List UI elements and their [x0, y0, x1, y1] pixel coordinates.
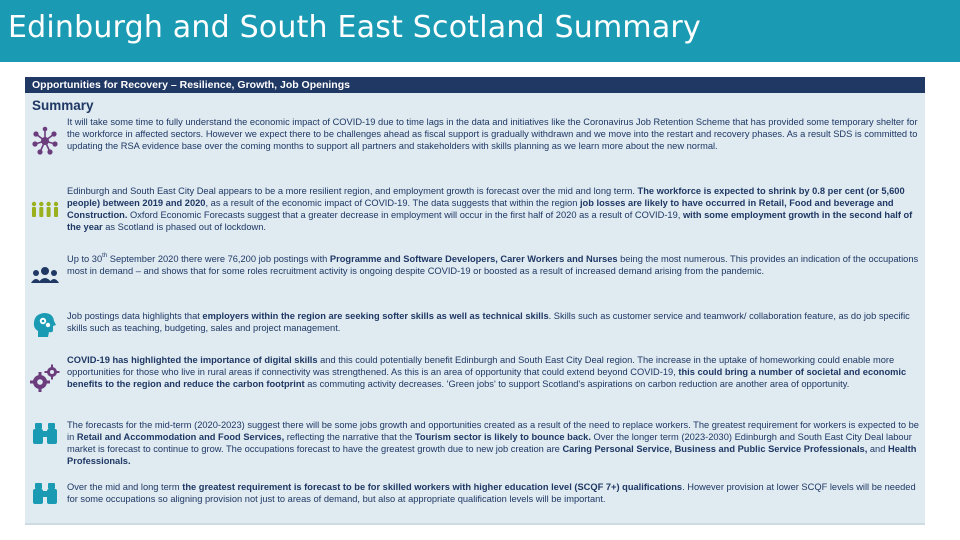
emphasis-text: the greatest requirement is forecast to be for skilled workers with higher education level (SCQF 7+) qualifications: [182, 482, 683, 492]
emphasis-text: Health Professionals.: [67, 444, 917, 467]
slide-title: Edinburgh and South East Scotland Summary: [8, 10, 701, 45]
body-text: Up to 30: [67, 254, 103, 264]
section-text: [67, 354, 919, 390]
gears-icon: [30, 363, 60, 393]
body-text: It will take some time to fully understand the economic impact of COVID-19 due to time lags in the data and initiatives like the Coronavirus Job Retention Scheme that has provided some temporary shelter for the workforce in affected sectors. However we expect there to be challenges ahead as fiscal support is gradually withdrawn and we move into the restart and recovery phases. As a result SDS is committed to updating the RSA evidence base over the coming months to support all partners and stakeholders with skills planning as we learn more about the new normal.: [67, 117, 918, 152]
binoculars-icon: [30, 479, 60, 509]
body-text: Edinburgh and South East City Deal appears to be a more resilient region, and employment growth is forecast over the mid and long term.: [67, 186, 638, 196]
body-text: as commuting activity decreases. 'Green jobs' to support Scotland's aspirations on carbon reduction are another area of opportunity.: [304, 379, 850, 390]
workforce-icon: [30, 195, 60, 225]
section-text: [67, 481, 919, 505]
section-text: [67, 116, 919, 152]
body-text: , as a result of the economic impact of COVID-19. The data suggests that within the region: [205, 198, 580, 209]
emphasis-text: COVID-19 has highlighted the importance of digital skills: [67, 355, 318, 365]
title-bar: [0, 0, 960, 62]
body-text: The forecasts for the mid-term (2020-2023) suggest there will be some jobs growth and opportunities created as a result of the need to replace workers. The greatest requirement for workers is expected to be in: [67, 420, 919, 443]
body-text: . Skills such as customer service and teamwork/ collaboration feature, as do job specific skills such as teaching, budgeting, sales and project management.: [67, 311, 910, 334]
body-text: and: [867, 444, 888, 455]
emphasis-text: employers within the region are seeking softer skills as well as technical skills: [202, 311, 549, 321]
summary-heading: Summary: [32, 98, 94, 113]
body-text: . However provision at lower SCQF levels will be needed for some occupations so aligning provision not just to areas of demand, but also at appropriate qualification levels will be important.: [67, 482, 916, 505]
body-text: Job postings data highlights that: [67, 311, 203, 321]
head-gears-icon: [30, 310, 60, 340]
emphasis-text: this could bring a number of societal and economic benefits to the region and reduce the carbon footprint: [67, 367, 907, 390]
summary-card: [25, 77, 925, 525]
body-text: and this could potentially benefit Edinburgh and South East City Deal region. The increase in the uptake of homeworking could enable more opportunities for those who live in rural areas if connectivity was strengthened. As this is an area of opportunity that could extend beyond COVID-19,: [67, 355, 895, 378]
section-text: [67, 185, 919, 233]
emphasis-text: Programme and Software Developers, Carer Workers and Nurses: [329, 254, 618, 264]
emphasis-text: The workforce is expected to shrink by 0.8 per cent (or 5,600 people) between 2019 and 2020: [67, 186, 905, 209]
binoculars-icon: [30, 419, 60, 449]
body-text: reflecting the narrative that the: [284, 432, 415, 443]
body-text: Oxford Economic Forecasts suggest that a greater decrease in employment will occur in the first half of 2020 as a result of COVID-19,: [127, 210, 683, 221]
body-text: Over the longer term (2023-2030) Edinburgh and South East City Deal labour market is forecast to continue to grow. The occupations forecast to have the greatest growth due to new job creation are: [67, 432, 912, 455]
section-text: [67, 419, 919, 467]
emphasis-text: Tourism sector is likely to bounce back.: [414, 432, 591, 443]
card-header: [25, 77, 925, 93]
body-text: September 2020 there were 76,200 job postings with: [107, 254, 330, 264]
body-text: being the most numerous. This provides an indication of the occupations most in demand – and shows that for some roles recruitment activity is ongoing despite COVID-19 or boosted as a result of increased demand arising from the pandemic.: [67, 254, 919, 277]
body-text: as Scotland is phased out of lockdown.: [102, 222, 266, 233]
body-text: th: [102, 253, 108, 259]
people-group-icon: [30, 261, 60, 291]
emphasis-text: Caring Personal Service, Business and Public Service Professionals,: [562, 444, 868, 455]
section-text: [67, 253, 919, 277]
emphasis-text: job losses are likely to have occurred in Retail, Food and beverage and Construction.: [67, 198, 894, 221]
emphasis-text: Retail and Accommodation and Food Services,: [76, 432, 285, 443]
section-text: [67, 310, 919, 334]
card-header-label: Opportunities for Recovery – Resilience, Growth, Job Openings: [32, 79, 350, 91]
network-icon: [30, 126, 60, 156]
emphasis-text: with some employment growth in the second half of the year: [67, 210, 913, 233]
body-text: Over the mid and long term: [67, 482, 183, 492]
